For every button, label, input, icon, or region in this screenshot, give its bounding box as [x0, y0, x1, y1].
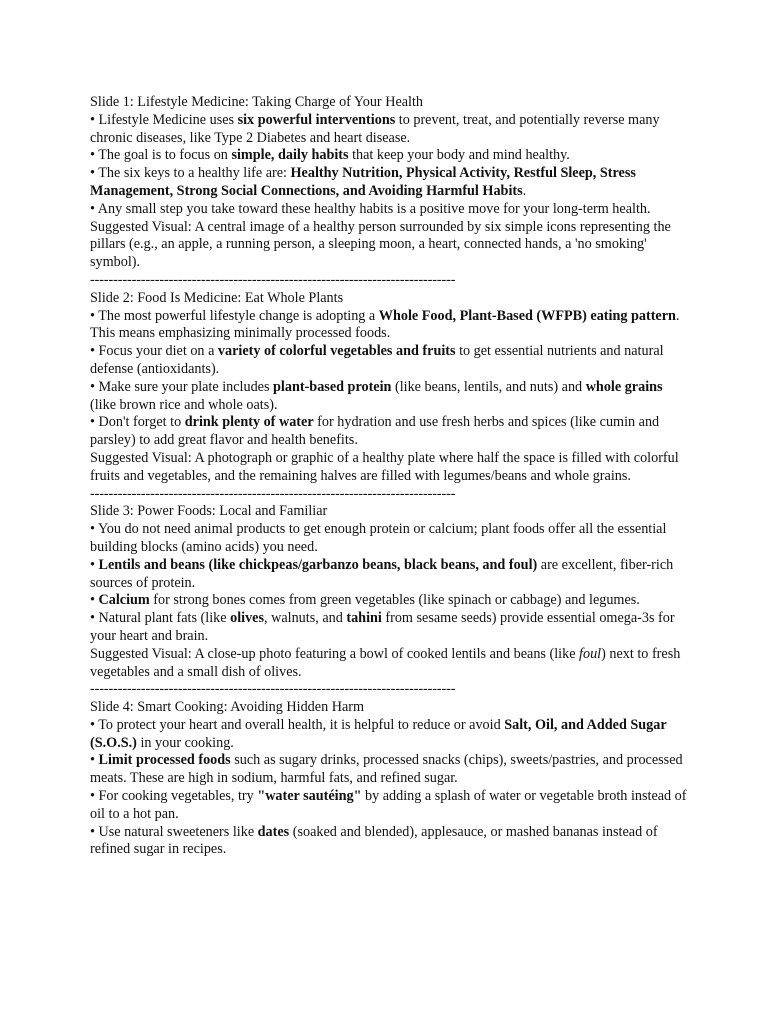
text-run: • — [90, 592, 99, 609]
text-run: • — [90, 556, 99, 573]
bold-text: Lentils and beans (like chickpeas/garbanzo beans, black beans, and foul) — [98, 556, 538, 573]
bullet — [90, 557, 688, 593]
text-run: • Any small step you take toward these healthy habits is a positive move for your long-term health. — [90, 200, 651, 217]
text-run: • Use natural sweeteners like — [90, 823, 258, 840]
bold-text: simple, daily habits — [231, 147, 349, 164]
text-run: Suggested Visual: A close-up photo featuring a bowl of cooked lentils and beans (like — [90, 645, 580, 662]
bullet — [90, 343, 688, 379]
slide-3-section — [90, 503, 688, 699]
suggested-visual — [90, 646, 688, 682]
bullet — [90, 308, 688, 344]
bullet — [90, 788, 688, 824]
bold-text: Healthy Nutrition, Physical Activity, Restful Sleep, Stress Management, Strong Social Connections, and Avoiding Harmful Habits — [90, 165, 636, 199]
bold-text: Salt, Oil, and Added Sugar (S.O.S.) — [90, 716, 667, 751]
text-run: • The six keys to a healthy life are: — [90, 165, 291, 182]
separator-line: ------------------------------------------------------------------------------- — [90, 271, 456, 288]
text-run: for strong bones comes from green vegetables (like spinach or cabbage) and legumes. — [149, 592, 640, 609]
bullet — [90, 112, 688, 148]
slide-title: Slide 2: Food Is Medicine: Eat Whole Plants — [90, 289, 344, 306]
text-run: . This means emphasizing minimally processed foods. — [90, 307, 680, 342]
text-run: by adding a splash of water or vegetable broth instead of oil to a hot pan. — [90, 788, 687, 822]
document-body — [90, 94, 688, 859]
text-run: , walnuts, and — [264, 610, 347, 627]
text-run: (like brown rice and whole oats). — [90, 396, 278, 413]
text-run: in your cooking. — [136, 734, 234, 751]
bullet — [90, 379, 688, 415]
bold-text: olives — [230, 610, 264, 627]
bold-text: whole grains — [585, 378, 663, 395]
bullet — [90, 610, 688, 646]
text-run: . — [522, 182, 527, 199]
bullet — [90, 752, 688, 788]
bold-text: variety of colorful vegetables and fruits — [217, 343, 456, 360]
text-run: • The most powerful lifestyle change is adopting a — [90, 307, 379, 324]
bold-text: dates — [257, 823, 290, 840]
text-run: from sesame seeds) provide essential omega-3s for your heart and brain. — [90, 610, 675, 644]
bullet — [90, 592, 688, 610]
bold-text: Calcium — [98, 592, 150, 609]
text-run: • Make sure your plate includes — [90, 378, 274, 395]
suggested-visual: Suggested Visual: A photograph or graphic of a healthy plate where half the space is filled with colorful fruits and vegetables, and the remaining halves are filled with legumes/beans and whole grains. — [90, 449, 679, 484]
text-run: to get essential nutrients and natural defense (antioxidants). — [90, 343, 664, 377]
bold-text: Limit processed foods — [98, 752, 231, 769]
bold-text: Whole Food, Plant-Based (WFPB) eating pattern — [378, 307, 676, 324]
bold-text: plant-based protein — [273, 378, 392, 395]
slide-title: Slide 3: Power Foods: Local and Familiar — [90, 503, 328, 520]
bullet — [90, 165, 688, 201]
bullet — [90, 717, 688, 753]
slide-title: Slide 4: Smart Cooking: Avoiding Hidden Harm — [90, 699, 365, 716]
slide-2-section — [90, 290, 688, 504]
bullet — [90, 201, 688, 219]
separator-line: ------------------------------------------------------------------------------- — [90, 681, 456, 698]
suggested-visual: Suggested Visual: A central image of a healthy person surrounded by six simple icons representing the pillars (e.g., an apple, a running person, a sleeping moon, a heart, connected hands, a 'no smoking' symbol). — [90, 218, 671, 271]
text-run: • To protect your heart and overall health, it is helpful to reduce or avoid — [90, 716, 505, 733]
slide-title: Slide 1: Lifestyle Medicine: Taking Charge of Your Health — [90, 94, 424, 110]
slide-1-section — [90, 94, 688, 290]
text-run: such as sugary drinks, processed snacks (chips), sweets/pastries, and processed meats. These are high in sodium, harmful fats, and refined sugar. — [90, 752, 683, 787]
text-run: • Natural plant fats (like — [90, 610, 231, 627]
text-run: (like beans, lentils, and nuts) and — [391, 378, 586, 395]
slide-4-section — [90, 699, 688, 859]
text-run: • Don't forget to — [90, 414, 185, 431]
separator-line: ------------------------------------------------------------------------------- — [90, 485, 456, 502]
text-run: • Focus your diet on a — [90, 343, 218, 360]
text-run: • The goal is to focus on — [90, 147, 232, 164]
bold-text: six powerful interventions — [237, 111, 396, 128]
text-run: are excellent, fiber-rich sources of protein. — [90, 556, 674, 591]
text-run: ) next to fresh vegetables and a small dish of olives. — [90, 645, 681, 680]
text-run: (soaked and blended), applesauce, or mashed bananas instead of refined sugar in recipes. — [90, 823, 658, 858]
text-run: to prevent, treat, and potentially reverse many chronic diseases, like Type 2 Diabetes and heart disease. — [90, 111, 660, 146]
italic-text: foul — [579, 645, 602, 662]
text-run: • For cooking vegetables, try — [90, 788, 258, 805]
text-run: that keep your body and mind healthy. — [348, 147, 570, 164]
bold-text: "water sautéing" — [257, 788, 362, 805]
text-run: • — [90, 752, 99, 769]
bullet — [90, 147, 688, 165]
bullet — [90, 414, 688, 450]
bullet — [90, 824, 688, 860]
text-run: for hydration and use fresh herbs and spices (like cumin and parsley) to add great flavor and health benefits. — [90, 414, 660, 449]
bold-text: drink plenty of water — [184, 414, 314, 431]
text-run: • You do not need animal products to get enough protein or calcium; plant foods offer all the essential building blocks (amino acids) you need. — [90, 521, 667, 555]
bold-text: tahini — [346, 610, 382, 627]
text-run: • Lifestyle Medicine uses — [90, 111, 238, 128]
bullet — [90, 521, 688, 557]
